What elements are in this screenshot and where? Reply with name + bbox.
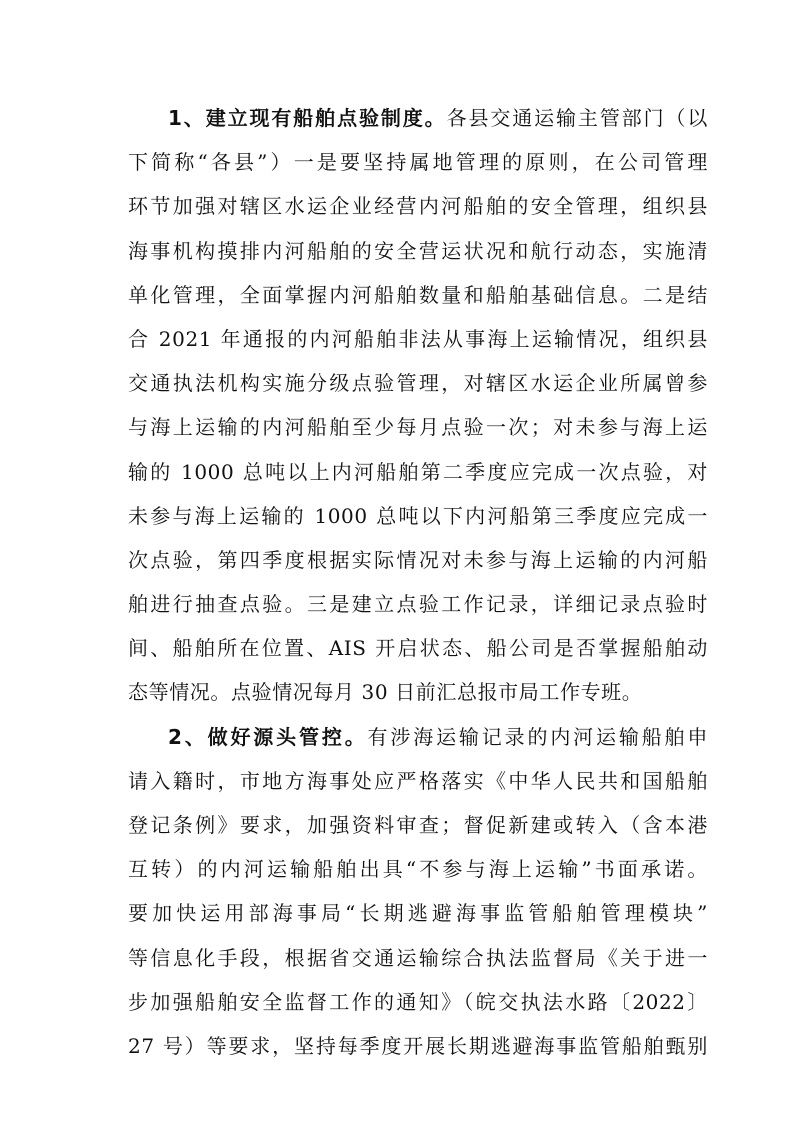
text-line: 27 号）等要求，坚持每季度开展长期逃避海事监管船舶甄别	[128, 1033, 708, 1058]
text-line: 输的 1000 总吨以上内河船舶第二季度应完成一次点验，对	[128, 459, 708, 484]
text-line: 间、船舶所在位置、AIS 开启状态、船公司是否掌握船舶动	[128, 636, 708, 661]
paragraph-heading: 1、建立现有船舶点验制度。	[168, 106, 447, 130]
text-line: 合 2021 年通报的内河船舶非法从事海上运输情况，组织县	[128, 326, 708, 351]
text-line: 等信息化手段，根据省交通运输综合执法监督局《关于进一	[128, 945, 708, 970]
text-line: 与海上运输的内河船舶至少每月点验一次；对未参与海上运	[128, 415, 708, 440]
text-line: 环节加强对辖区水运企业经营内河船舶的安全管理，组织县	[128, 194, 708, 219]
text-line: 交通执法机构实施分级点验管理，对辖区水运企业所属曾参	[128, 371, 708, 396]
paragraph-ship-inspection	[128, 96, 708, 715]
text-line: 态等情况。点验情况每月 30 日前汇总报市局工作专班。	[128, 680, 643, 705]
text-line: 登记条例》要求，加强资料审查；督促新建或转入（含本港	[128, 813, 708, 837]
paragraph-first-line	[128, 715, 708, 759]
paragraph-first-line	[128, 96, 708, 140]
text-line: 未参与海上运输的 1000 总吨以下内河船第三季度应完成一	[128, 503, 708, 528]
text-line: 有涉海运输记录的内河运输船舶申	[367, 724, 708, 749]
paragraph-source-control	[128, 715, 708, 1069]
text-line: 各县交通运输主管部门（以	[446, 106, 709, 130]
text-line: 要加快运用部海事局“长期逃避海事监管船舶管理模块”	[128, 901, 708, 926]
text-line: 下简称“各县”）一是要坚持属地管理的原则，在公司管理	[128, 150, 708, 175]
text-line: 海事机构摸排内河船舶的安全营运状况和航行动态，实施清	[128, 238, 708, 263]
text-line: 单化管理，全面掌握内河船舶数量和船舶基础信息。二是结	[128, 282, 708, 307]
paragraph-heading: 2、做好源头管控。	[168, 724, 368, 749]
text-line: 舶进行抽查点验。三是建立点验工作记录，详细记录点验时	[128, 592, 708, 617]
document-body	[128, 96, 708, 1068]
text-line: 互转）的内河运输船舶出具“不参与海上运输”书面承诺。	[128, 857, 708, 882]
text-line: 请入籍时，市地方海事处应严格落实《中华人民共和国船舶	[128, 768, 708, 793]
text-line: 次点验，第四季度根据实际情况对未参与海上运输的内河船	[128, 547, 708, 572]
text-line: 步加强船舶安全监督工作的通知》（皖交执法水路〔2022〕	[128, 989, 708, 1014]
